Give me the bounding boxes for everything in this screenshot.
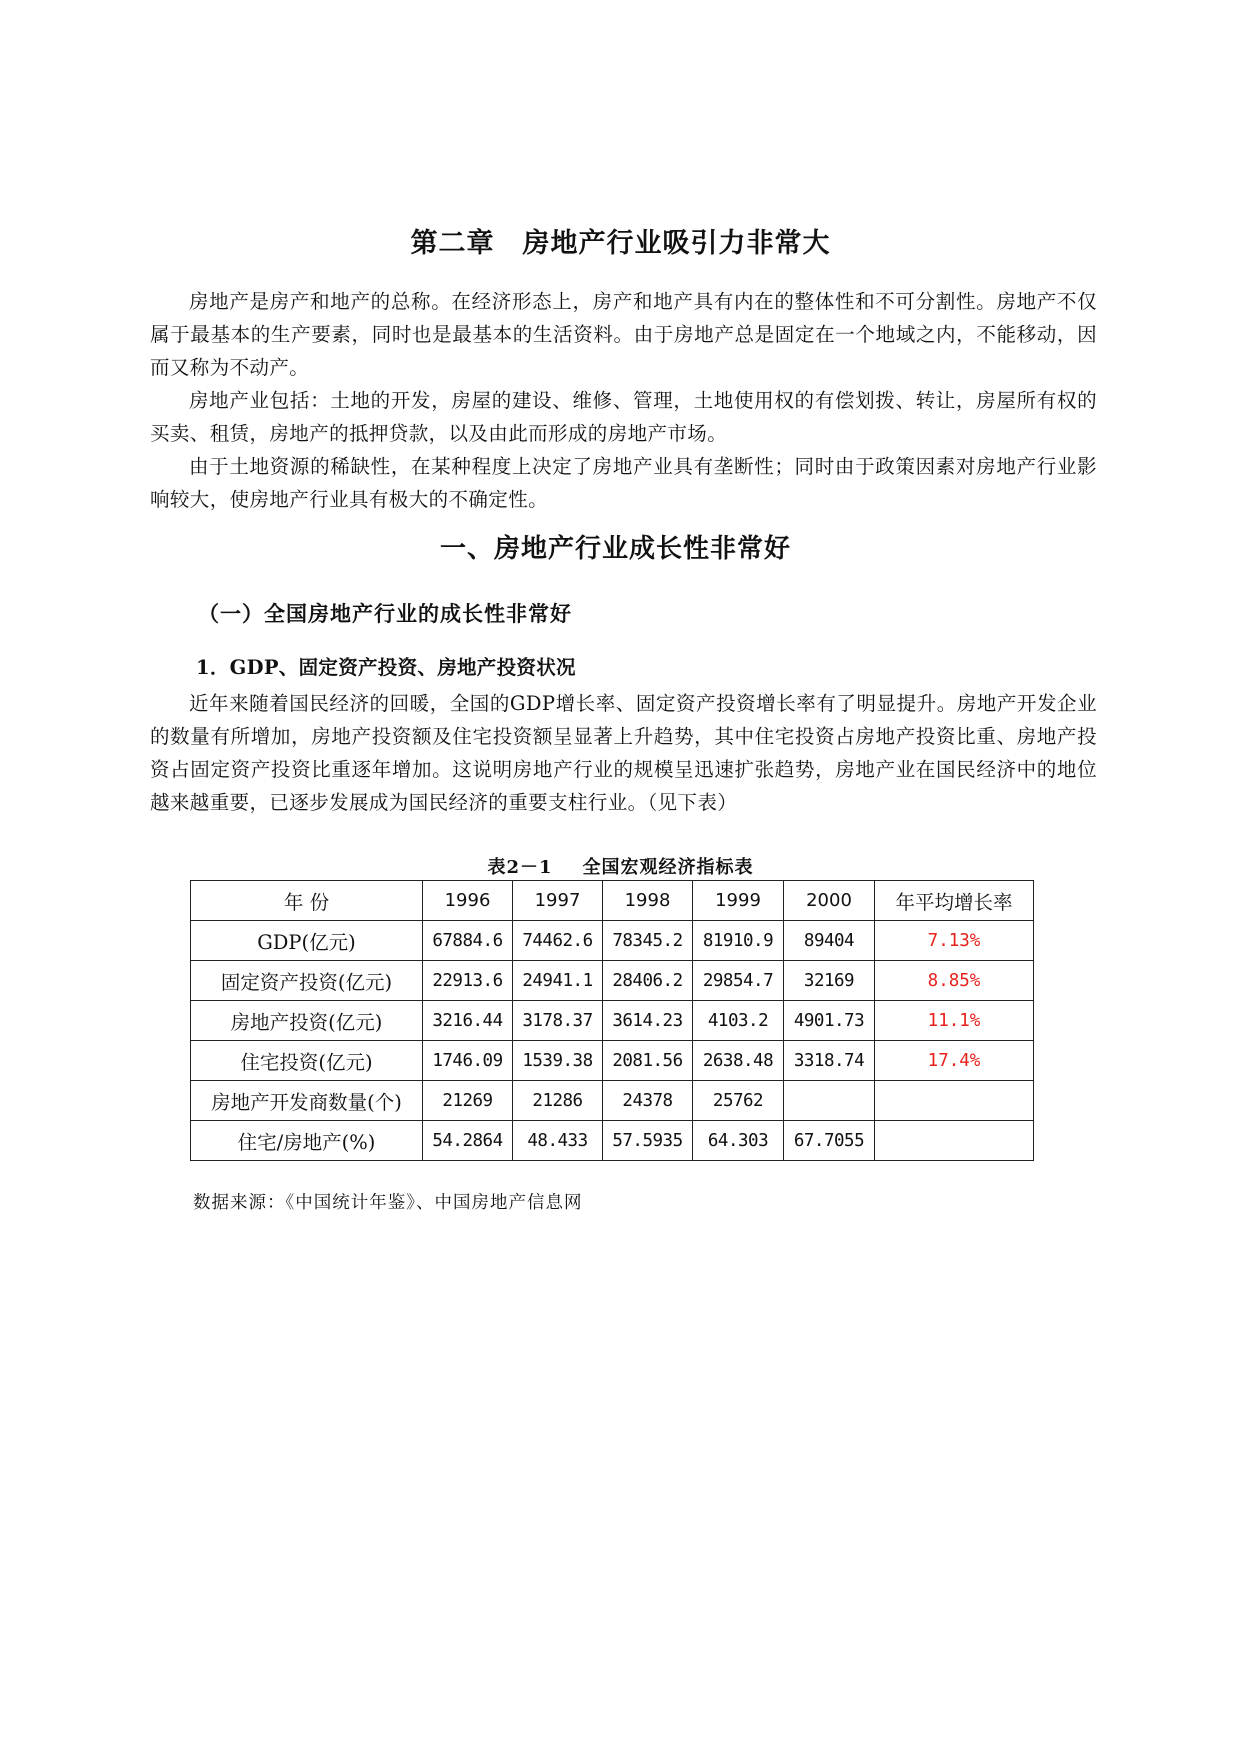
- table-row: [191, 921, 1034, 961]
- table-cell: [784, 1081, 875, 1121]
- header-cell-1998: 1998: [603, 881, 693, 921]
- row-label: 住宅投资(亿元): [191, 1041, 423, 1081]
- table-cell: 22913.6: [423, 961, 513, 1001]
- table-cell: 48.433: [513, 1121, 603, 1161]
- intro-paragraph-1: 房地产是房产和地产的总称。在经济形态上，房产和地产具有内在的整体性和不可分割性。房地产不仅属于最基本的生产要素，同时也是最基本的生活资料。由于房地产总是固定在一个地域之内，不能移动，因而又称为不动产。: [150, 290, 1097, 379]
- table-cell: 78345.2: [603, 921, 693, 961]
- table-cell: 25762: [693, 1081, 784, 1121]
- table-cell: 4901.73: [784, 1001, 875, 1041]
- table-cell: 1539.38: [513, 1041, 603, 1081]
- intro-paragraph-2: 房地产业包括：土地的开发，房屋的建设、维修、管理，土地使用权的有偿划拨、转让，房屋所有权的买卖、租赁，房地产的抵押贷款，以及由此而形成的房地产市场。: [150, 389, 1097, 445]
- table-caption-title: 全国宏观经济指标表: [582, 857, 754, 878]
- table-row: [191, 1121, 1034, 1161]
- intro-paragraph-3: 由于土地资源的稀缺性，在某种程度上决定了房地产业具有垄断性；同时由于政策因素对房地产行业影响较大，使房地产行业具有极大的不确定性。: [150, 455, 1097, 511]
- header-cell-1996: 1996: [423, 881, 513, 921]
- row-label: 住宅/房地产(%): [191, 1121, 423, 1161]
- table-row: [191, 961, 1034, 1001]
- table-cell: 2081.56: [603, 1041, 693, 1081]
- table-caption: [0, 853, 1241, 879]
- table-cell: 67884.6: [423, 921, 513, 961]
- growth-rate-cell: [875, 1081, 1034, 1121]
- table-cell: 29854.7: [693, 961, 784, 1001]
- table-cell: 28406.2: [603, 961, 693, 1001]
- header-cell-1997: 1997: [513, 881, 603, 921]
- item-title: 1．GDP、固定资产投资、房地产投资状况: [196, 656, 576, 679]
- table-cell: 64.303: [693, 1121, 784, 1161]
- growth-rate-cell: 7.13%: [875, 921, 1034, 961]
- row-label: 房地产开发商数量(个): [191, 1081, 423, 1121]
- row-label: 固定资产投资(亿元): [191, 961, 423, 1001]
- table-cell: 24378: [603, 1081, 693, 1121]
- row-label: GDP(亿元): [191, 921, 423, 961]
- section-title: 一、房地产行业成长性非常好: [440, 534, 792, 564]
- table-cell: 3318.74: [784, 1041, 875, 1081]
- growth-rate-cell: 8.85%: [875, 961, 1034, 1001]
- table-row: [191, 1001, 1034, 1041]
- table-cell: 89404: [784, 921, 875, 961]
- body-paragraph: 近年来随着国民经济的回暖，全国的GDP增长率、固定资产投资增长率有了明显提升。房地产开发企业的数量有所增加，房地产投资额及住宅投资额呈显著上升趋势，其中住宅投资占房地产投资比重、房地产投资占固定资产投资比重逐年增加。这说明房地产行业的规模呈迅速扩张趋势，房地产业在国民经济中的地位越来越重要，已逐步发展成为国民经济的重要支柱行业。（见下表）: [150, 692, 1097, 814]
- header-cell-avg-growth: 年平均增长率: [875, 881, 1034, 921]
- table-caption-number: 表2－1: [487, 857, 553, 878]
- table-cell: 4103.2: [693, 1001, 784, 1041]
- header-cell-1999: 1999: [693, 881, 784, 921]
- chapter-title: 第二章 房地产行业吸引力非常大: [410, 228, 831, 259]
- data-source-note: 数据来源：《中国统计年鉴》、中国房地产信息网: [193, 1193, 583, 1213]
- table-cell: 21269: [423, 1081, 513, 1121]
- header-cell-2000: 2000: [784, 881, 875, 921]
- table-cell: 21286: [513, 1081, 603, 1121]
- table-cell: 54.2864: [423, 1121, 513, 1161]
- table-row: [191, 1041, 1034, 1081]
- row-label: 房地产投资(亿元): [191, 1001, 423, 1041]
- table-cell: 3614.23: [603, 1001, 693, 1041]
- growth-rate-cell: 11.1%: [875, 1001, 1034, 1041]
- table-cell: 32169: [784, 961, 875, 1001]
- table-cell: 57.5935: [603, 1121, 693, 1161]
- table-cell: 24941.1: [513, 961, 603, 1001]
- table-cell: 3216.44: [423, 1001, 513, 1041]
- table-cell: 67.7055: [784, 1121, 875, 1161]
- table-cell: 81910.9: [693, 921, 784, 961]
- table-cell: 74462.6: [513, 921, 603, 961]
- header-cell-year: 年 份: [191, 881, 423, 921]
- table-cell: 3178.37: [513, 1001, 603, 1041]
- table-row: [191, 1081, 1034, 1121]
- table-header-row: [191, 881, 1034, 921]
- subsection-title: （一）全国房地产行业的成长性非常好: [198, 601, 572, 626]
- growth-rate-cell: 17.4%: [875, 1041, 1034, 1081]
- table-cell: 2638.48: [693, 1041, 784, 1081]
- table-cell: 1746.09: [423, 1041, 513, 1081]
- macro-indicators-table: [190, 880, 1034, 1161]
- growth-rate-cell: [875, 1121, 1034, 1161]
